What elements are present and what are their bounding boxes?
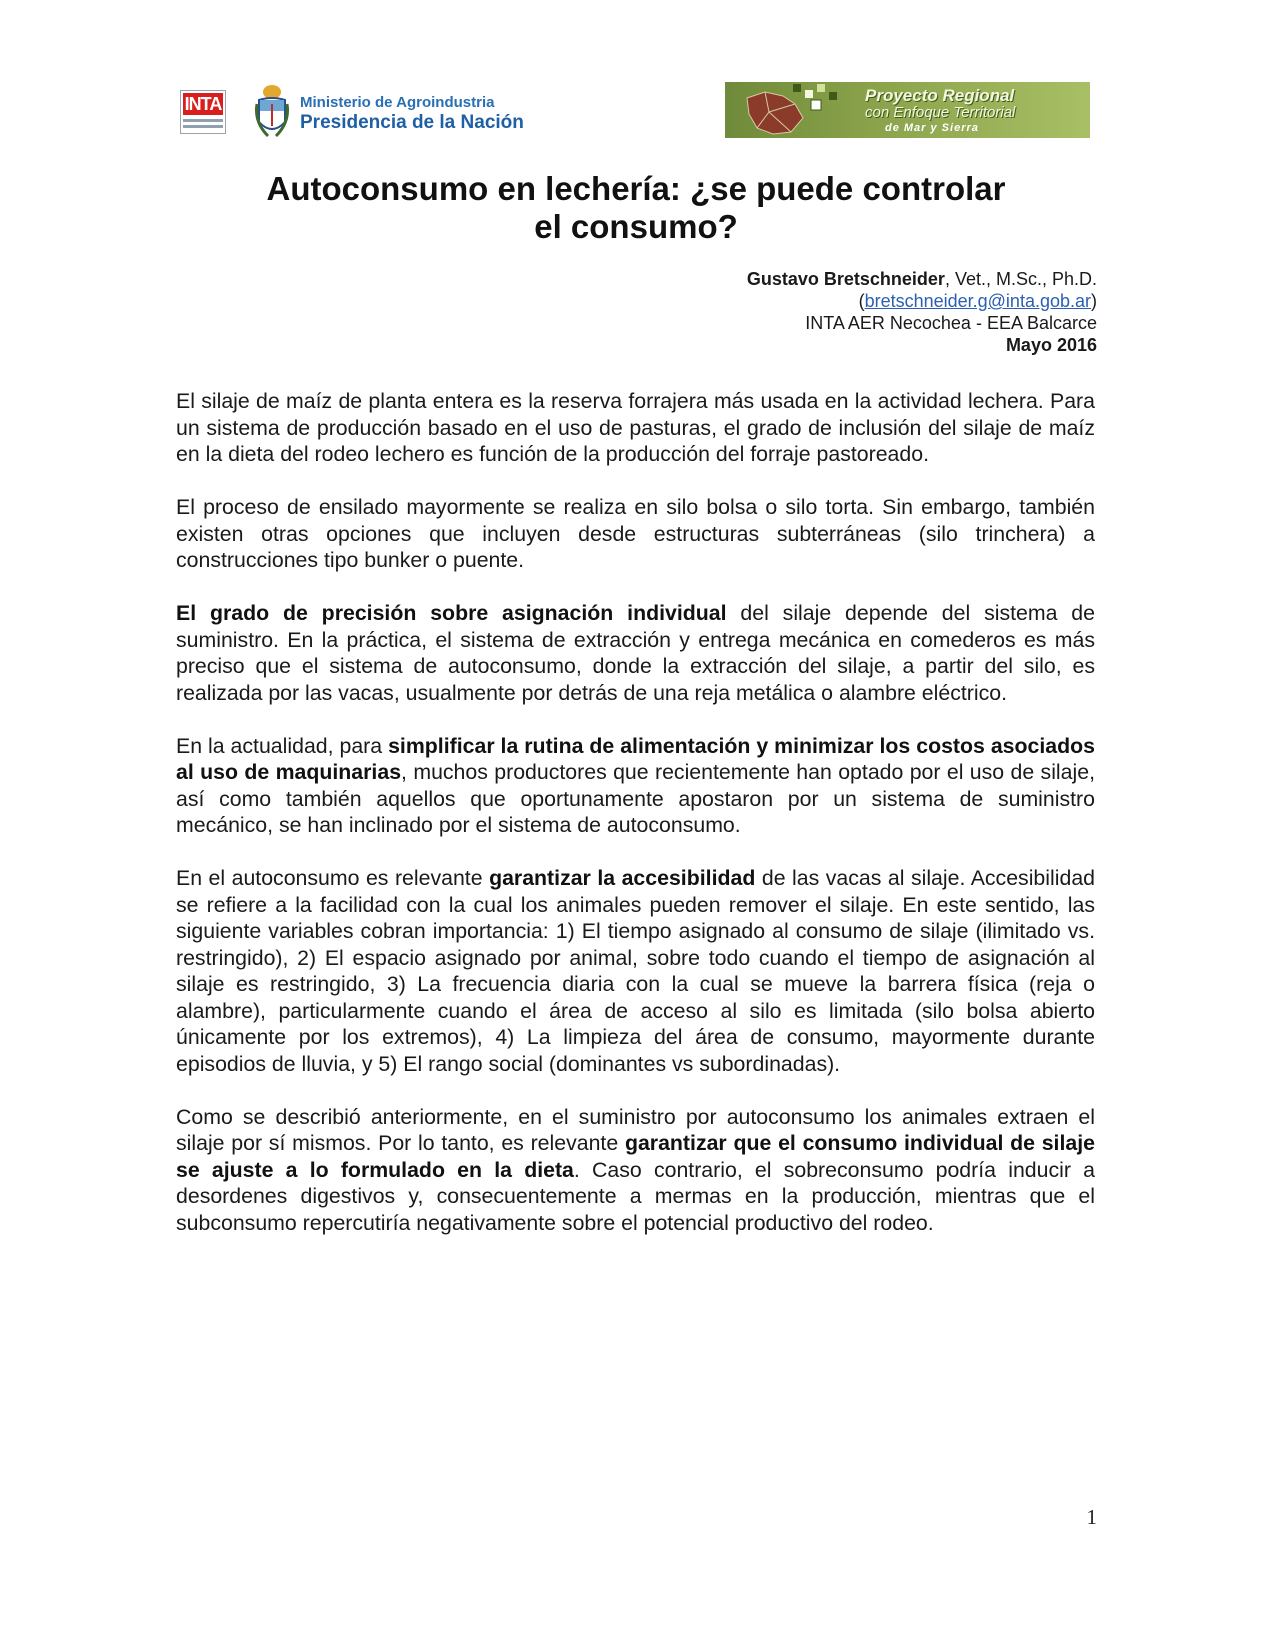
author-affiliation: INTA AER Necochea - EEA Balcarce: [805, 313, 1097, 333]
inta-logo-text: INTA: [184, 94, 222, 114]
ministry-name: Ministerio de Agroindustria: [300, 94, 495, 111]
paragraph-3: El grado de precisión sobre asignación individual del silaje depende del sistema de suministro. En la práctica, el sistema de extracción y entrega mecánica en comederos es más preciso que el sistema de autoconsumo, donde la extracción del silaje, a partir del silo, es realizada por las vacas, usualmente por detrás de una reja metálica o alambre eléctrico.: [176, 601, 1095, 705]
author-name: Gustavo Bretschneider: [746, 269, 945, 289]
page-number: 1: [1086, 1505, 1097, 1529]
presidency-name: Presidencia de la Nación: [300, 112, 524, 133]
paragraph-3-emphasis: El grado de precisión sobre asignación individual: [176, 601, 727, 625]
project-title: Proyecto Regional: [865, 86, 1015, 105]
paragraph-6-emphasis: garantizar que el consumo individual de silaje se ajuste a lo formulado en la dieta: [176, 1131, 1095, 1182]
project-subtitle: con Enfoque Territorial: [865, 104, 1016, 121]
paragraph-5-emphasis: garantizar la accesibilidad: [489, 866, 756, 890]
author-email-link[interactable]: bretschneider.g@inta.gob.ar: [864, 291, 1091, 311]
coat-of-arms-icon: [254, 82, 290, 140]
inta-logo: [180, 90, 226, 134]
publication-date: Mayo 2016: [1005, 335, 1097, 355]
email-line: (bretschneider.g@inta.gob.ar): [858, 291, 1097, 311]
document-body: [176, 388, 1095, 1263]
proyecto-regional-logo: [725, 82, 1090, 138]
paragraph-5: En el autoconsumo es relevante garantizar la accesibilidad de las vacas al silaje. Accesibilidad se refiere a la facilidad con la cual los animales pueden remover el silaje. En este sentido, las siguiente variables cobran importancia: 1) El tiempo asignado al consumo de silaje (ilimitado vs. restringido), 2) El espacio asignado por animal, sobre todo cuando el tiempo de asignación al silaje es restringido, 3) La frecuencia diaria con la cual se mueve la barrera física (reja o alambre), particularmente cuando el área de acceso al silo es limitada (silo bolsa abierto únicamente por los extremos), 4) La limpieza del área de consumo, mayormente durante episodios de lluvia, y 5) El rango social (dominantes vs subordinadas).: [176, 866, 1096, 1076]
author-credentials: , Vet., M.Sc., Ph.D.: [944, 269, 1097, 289]
title-line-2: el consumo?: [534, 208, 738, 245]
paragraph-6: Como se describió anteriormente, en el suministro por autoconsumo los animales extraen el silaje por sí mismos. Por lo tanto, es relevante garantizar que el consumo individual de silaje se ajuste a lo formulado en la dieta. Caso contrario, el sobreconsumo podría inducir a desordenes digestivos y, consecuentemente a mermas en la producción, mientras que el subconsumo repercutiría negativamente sobre el potencial productivo del rodeo.: [176, 1104, 1095, 1235]
project-region: de Mar y Sierra: [885, 122, 979, 134]
paragraph-4-emphasis: simplificar la rutina de alimentación y minimizar los costos asociados al uso de maquinarias: [176, 733, 1095, 784]
header-logos: [176, 76, 1096, 144]
paragraph-1: El silaje de maíz de planta entera es la reserva forrajera más usada en la actividad lechera. Para un sistema de producción basado en el uso de pasturas, el grado de inclusión del silaje de maíz en la dieta del rodeo lechero es función de la producción del forraje pastoreado.: [176, 389, 1095, 466]
title-line-1: Autoconsumo en lechería: ¿se puede controlar: [266, 170, 1006, 207]
author-block: [577, 268, 1097, 356]
paragraph-4: En la actualidad, para simplificar la rutina de alimentación y minimizar los costos asociados al uso de maquinarias, muchos productores que recientemente han optado por el uso de silaje, así como también aquellos que oportunamente apostaron por un sistema de suministro mecánico, se han inclinado por el sistema de autoconsumo.: [176, 733, 1095, 837]
squares-icon: [791, 82, 851, 112]
paragraph-2: El proceso de ensilado mayormente se realiza en silo bolsa o silo torta. Sin embargo, también existen otras opciones que incluyen desde estructuras subterráneas (silo trinchera) a construcciones tipo bunker o puente.: [176, 495, 1095, 572]
author-line: [577, 268, 1097, 290]
document-title: [176, 170, 1096, 246]
ministry-logo: [300, 94, 524, 134]
